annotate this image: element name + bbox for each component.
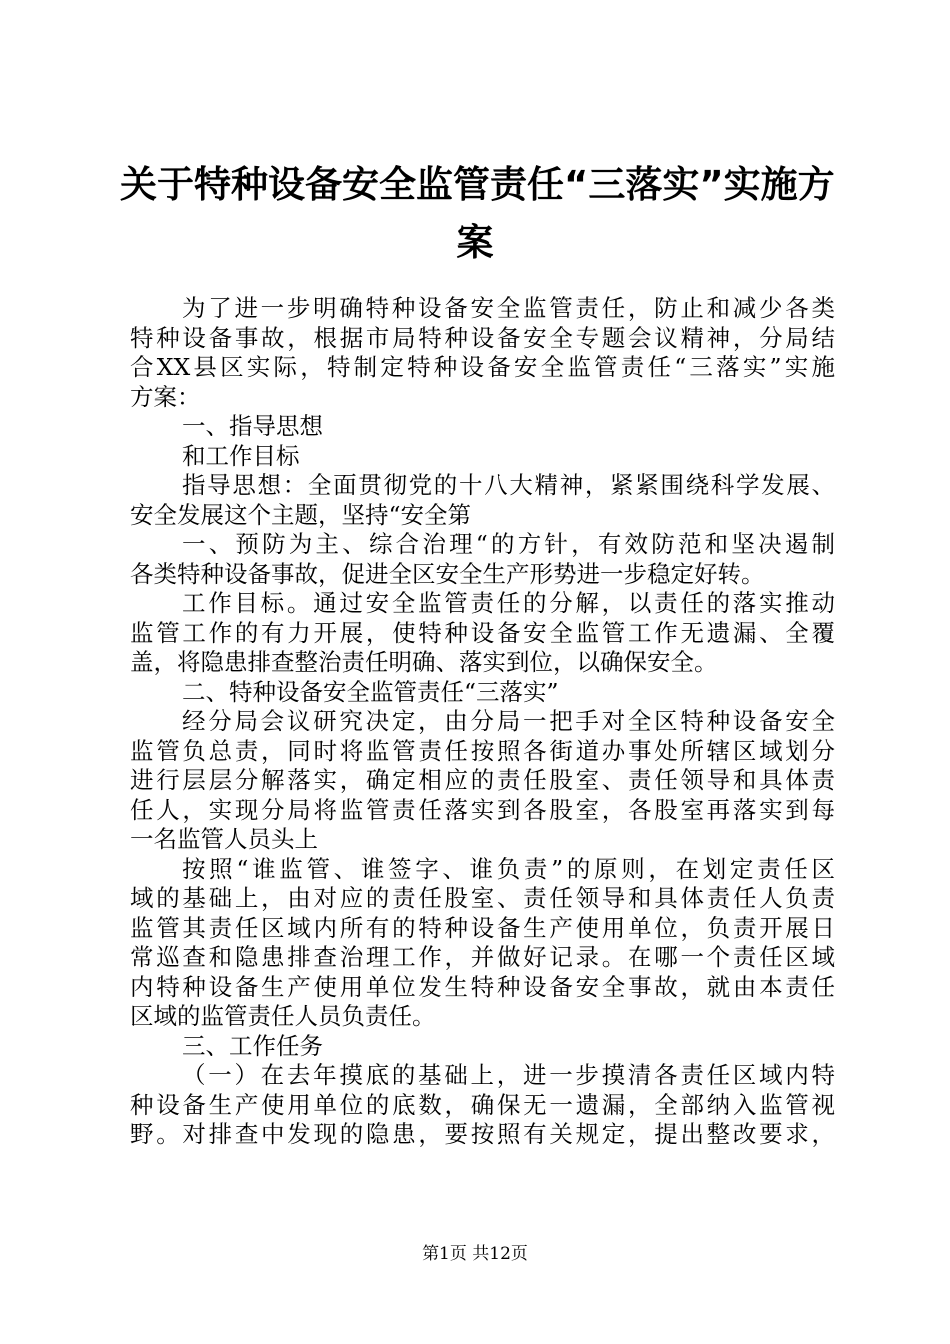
body-line: 区域的监管责任人员负责任。 (130, 1002, 436, 1030)
section-heading: 一、指导思想 (182, 412, 323, 440)
body-line: 监管负总责，同时将监管责任按照各街道办事处所辖区域划分 (130, 736, 835, 765)
body-line: 野。对排查中发现的隐患，要按照有关规定，提出整改要求， (130, 1120, 835, 1148)
body-line: 盖，将隐患排查整治责任明确、落实到位，以确保安全。 (130, 648, 718, 676)
page-footer: 第1页 共12页 (422, 1244, 528, 1264)
body-line: 一名监管人员头上 (130, 825, 318, 853)
body-line: 经分局会议研究决定，由分局一把手对全区特种设备安全 (182, 707, 835, 735)
body-line: 种设备生产使用单位的底数，确保无一遗漏，全部纳入监管视 (130, 1090, 835, 1119)
document-title-line-2: 案 (456, 221, 494, 264)
body-line: 进行层层分解落实，确定相应的责任股室、责任领导和具体责 (130, 766, 835, 794)
document-body (130, 294, 835, 1150)
body-line: 常巡查和隐患排查治理工作，并做好记录。在哪一个责任区域 (130, 943, 835, 971)
section-heading: 二、特种设备安全监管责任“三落实” (182, 677, 559, 706)
section-heading: 和工作目标 (182, 441, 300, 470)
body-line: 指导思想：全面贯彻党的十八大精神，紧紧围绕科学发展、 (182, 471, 835, 499)
body-line: 一、预防为主、综合治理“的方针，有效防范和坚决遏制 (182, 530, 835, 558)
body-line: 合XX县区实际，特制定特种设备安全监管责任“三落实”实施 (130, 353, 835, 381)
document-title-line-1: 关于特种设备安全监管责任“三落实”实施方 (120, 163, 835, 206)
body-line: 域的基础上，由对应的责任股室、责任领导和具体责任人负责 (130, 884, 835, 912)
body-line: 工作目标。通过安全监管责任的分解，以责任的落实推动 (182, 589, 835, 617)
body-line: 特种设备事故，根据市局特种设备安全专题会议精神，分局结 (130, 323, 835, 352)
section-heading: 三、工作任务 (182, 1031, 323, 1060)
body-line: 按照“谁监管、谁签字、谁负责”的原则，在划定责任区 (182, 854, 835, 883)
body-line: （一）在去年摸底的基础上，进一步摸清各责任区域内特 (182, 1061, 835, 1089)
body-line: 监管工作的有力开展，使特种设备安全监管工作无遗漏、全覆 (130, 618, 835, 647)
body-line: 内特种设备生产使用单位发生特种设备安全事故，就由本责任 (130, 972, 835, 1001)
body-line: 监管其责任区域内所有的特种设备生产使用单位，负责开展日 (130, 913, 835, 942)
body-line: 安全发展这个主题，坚持“安全第 (130, 500, 472, 529)
body-line: 为了进一步明确特种设备安全监管责任，防止和减少各类 (182, 294, 835, 322)
body-line: 任人，实现分局将监管责任落实到各股室，各股室再落实到每 (130, 795, 835, 824)
body-line: 方案： (130, 382, 201, 411)
body-line: 各类特种设备事故，促进全区安全生产形势进一步稳定好转。 (130, 559, 765, 588)
